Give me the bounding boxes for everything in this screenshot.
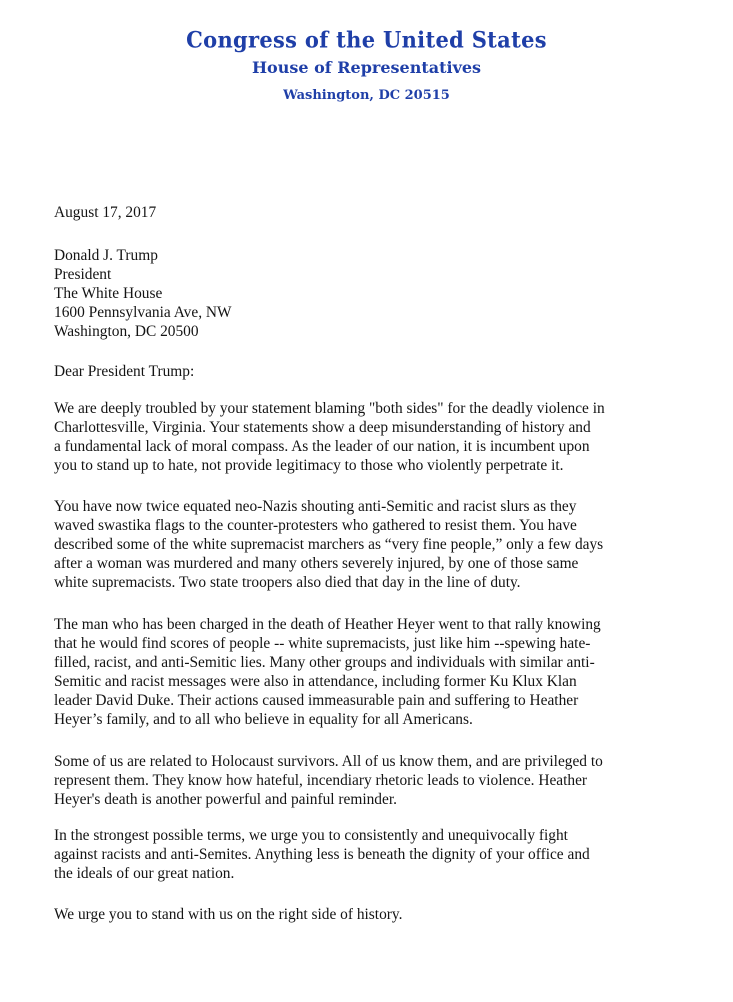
paragraph-line: represent them. They know how hateful, incendiary rhetoric leads to violence. Heather [54,772,588,789]
paragraph-line: Heyer's death is another powerful and painful reminder. [54,791,397,808]
paragraph-line: described some of the white supremacist marchers as “very fine people,” only a few days [54,536,604,553]
paragraph-line: white supremacists. Two state troopers also died that day in the line of duty. [54,574,521,591]
letterhead-house: House of Representatives [251,58,482,77]
paragraph [54,752,714,809]
recipient-city: Washington, DC 20500 [54,323,199,340]
paragraph-line: leader David Duke. Their actions caused immeasurable pain and suffering to Heather [54,692,579,709]
letterhead-address: Washington, DC 20515 [283,88,450,103]
recipient-title: President [54,266,112,283]
paragraph-line: a fundamental lack of moral compass. As the leader of our nation, it is incumbent upon [54,438,590,455]
paragraph [54,399,714,475]
letterhead-congress: Congress of the United States [186,26,547,53]
paragraph-line: after a woman was murdered and many others severely injured, by one of those same [54,555,579,572]
paragraph-line: In the strongest possible terms, we urge you to consistently and unequivocally fight [54,827,568,844]
paragraph [54,497,714,592]
paragraph-line: against racists and anti-Semites. Anything less is beneath the dignity of your office and [54,846,590,863]
paragraph-line: We urge you to stand with us on the right side of history. [54,906,403,923]
paragraph-line: waved swastika flags to the counter-protesters who gathered to resist them. You have [54,517,577,534]
paragraph-line: you to stand up to hate, not provide legitimacy to those who violently perpetrate it. [54,457,564,474]
recipient-organization: The White House [54,285,163,302]
paragraph-line: Heyer’s family, and to all who believe in equality for all Americans. [54,711,473,728]
letter-date: August 17, 2017 [54,204,157,221]
paragraph-line: We are deeply troubled by your statement blaming "both sides" for the deadly violence in [54,400,605,417]
paragraph [54,615,714,729]
paragraph-line: filled, racist, and anti-Semitic lies. Many other groups and individuals with similar anti- [54,654,595,671]
paragraph-line: You have now twice equated neo-Nazis shouting anti-Semitic and racist slurs as they [54,498,577,515]
paragraph-line: that he would find scores of people -- white supremacists, just like him --spewing hate- [54,635,591,652]
paragraph-line: Some of us are related to Holocaust survivors. All of us know them, and are privileged to [54,753,603,770]
paragraph-line: Semitic and racist messages were also in attendance, including former Ku Klux Klan [54,673,577,690]
recipient-street: 1600 Pennsylvania Ave, NW [54,304,232,321]
salutation: Dear President Trump: [54,363,195,380]
letterhead [0,27,733,105]
paragraph-line: Charlottesville, Virginia. Your statements show a deep misunderstanding of history and [54,419,591,436]
closing-paragraph [54,905,714,924]
paragraph-line: the ideals of our great nation. [54,865,235,882]
paragraph [54,826,714,883]
paragraph-line: The man who has been charged in the death of Heather Heyer went to that rally knowing [54,616,601,633]
recipient-address [54,246,714,341]
recipient-name: Donald J. Trump [54,247,158,264]
